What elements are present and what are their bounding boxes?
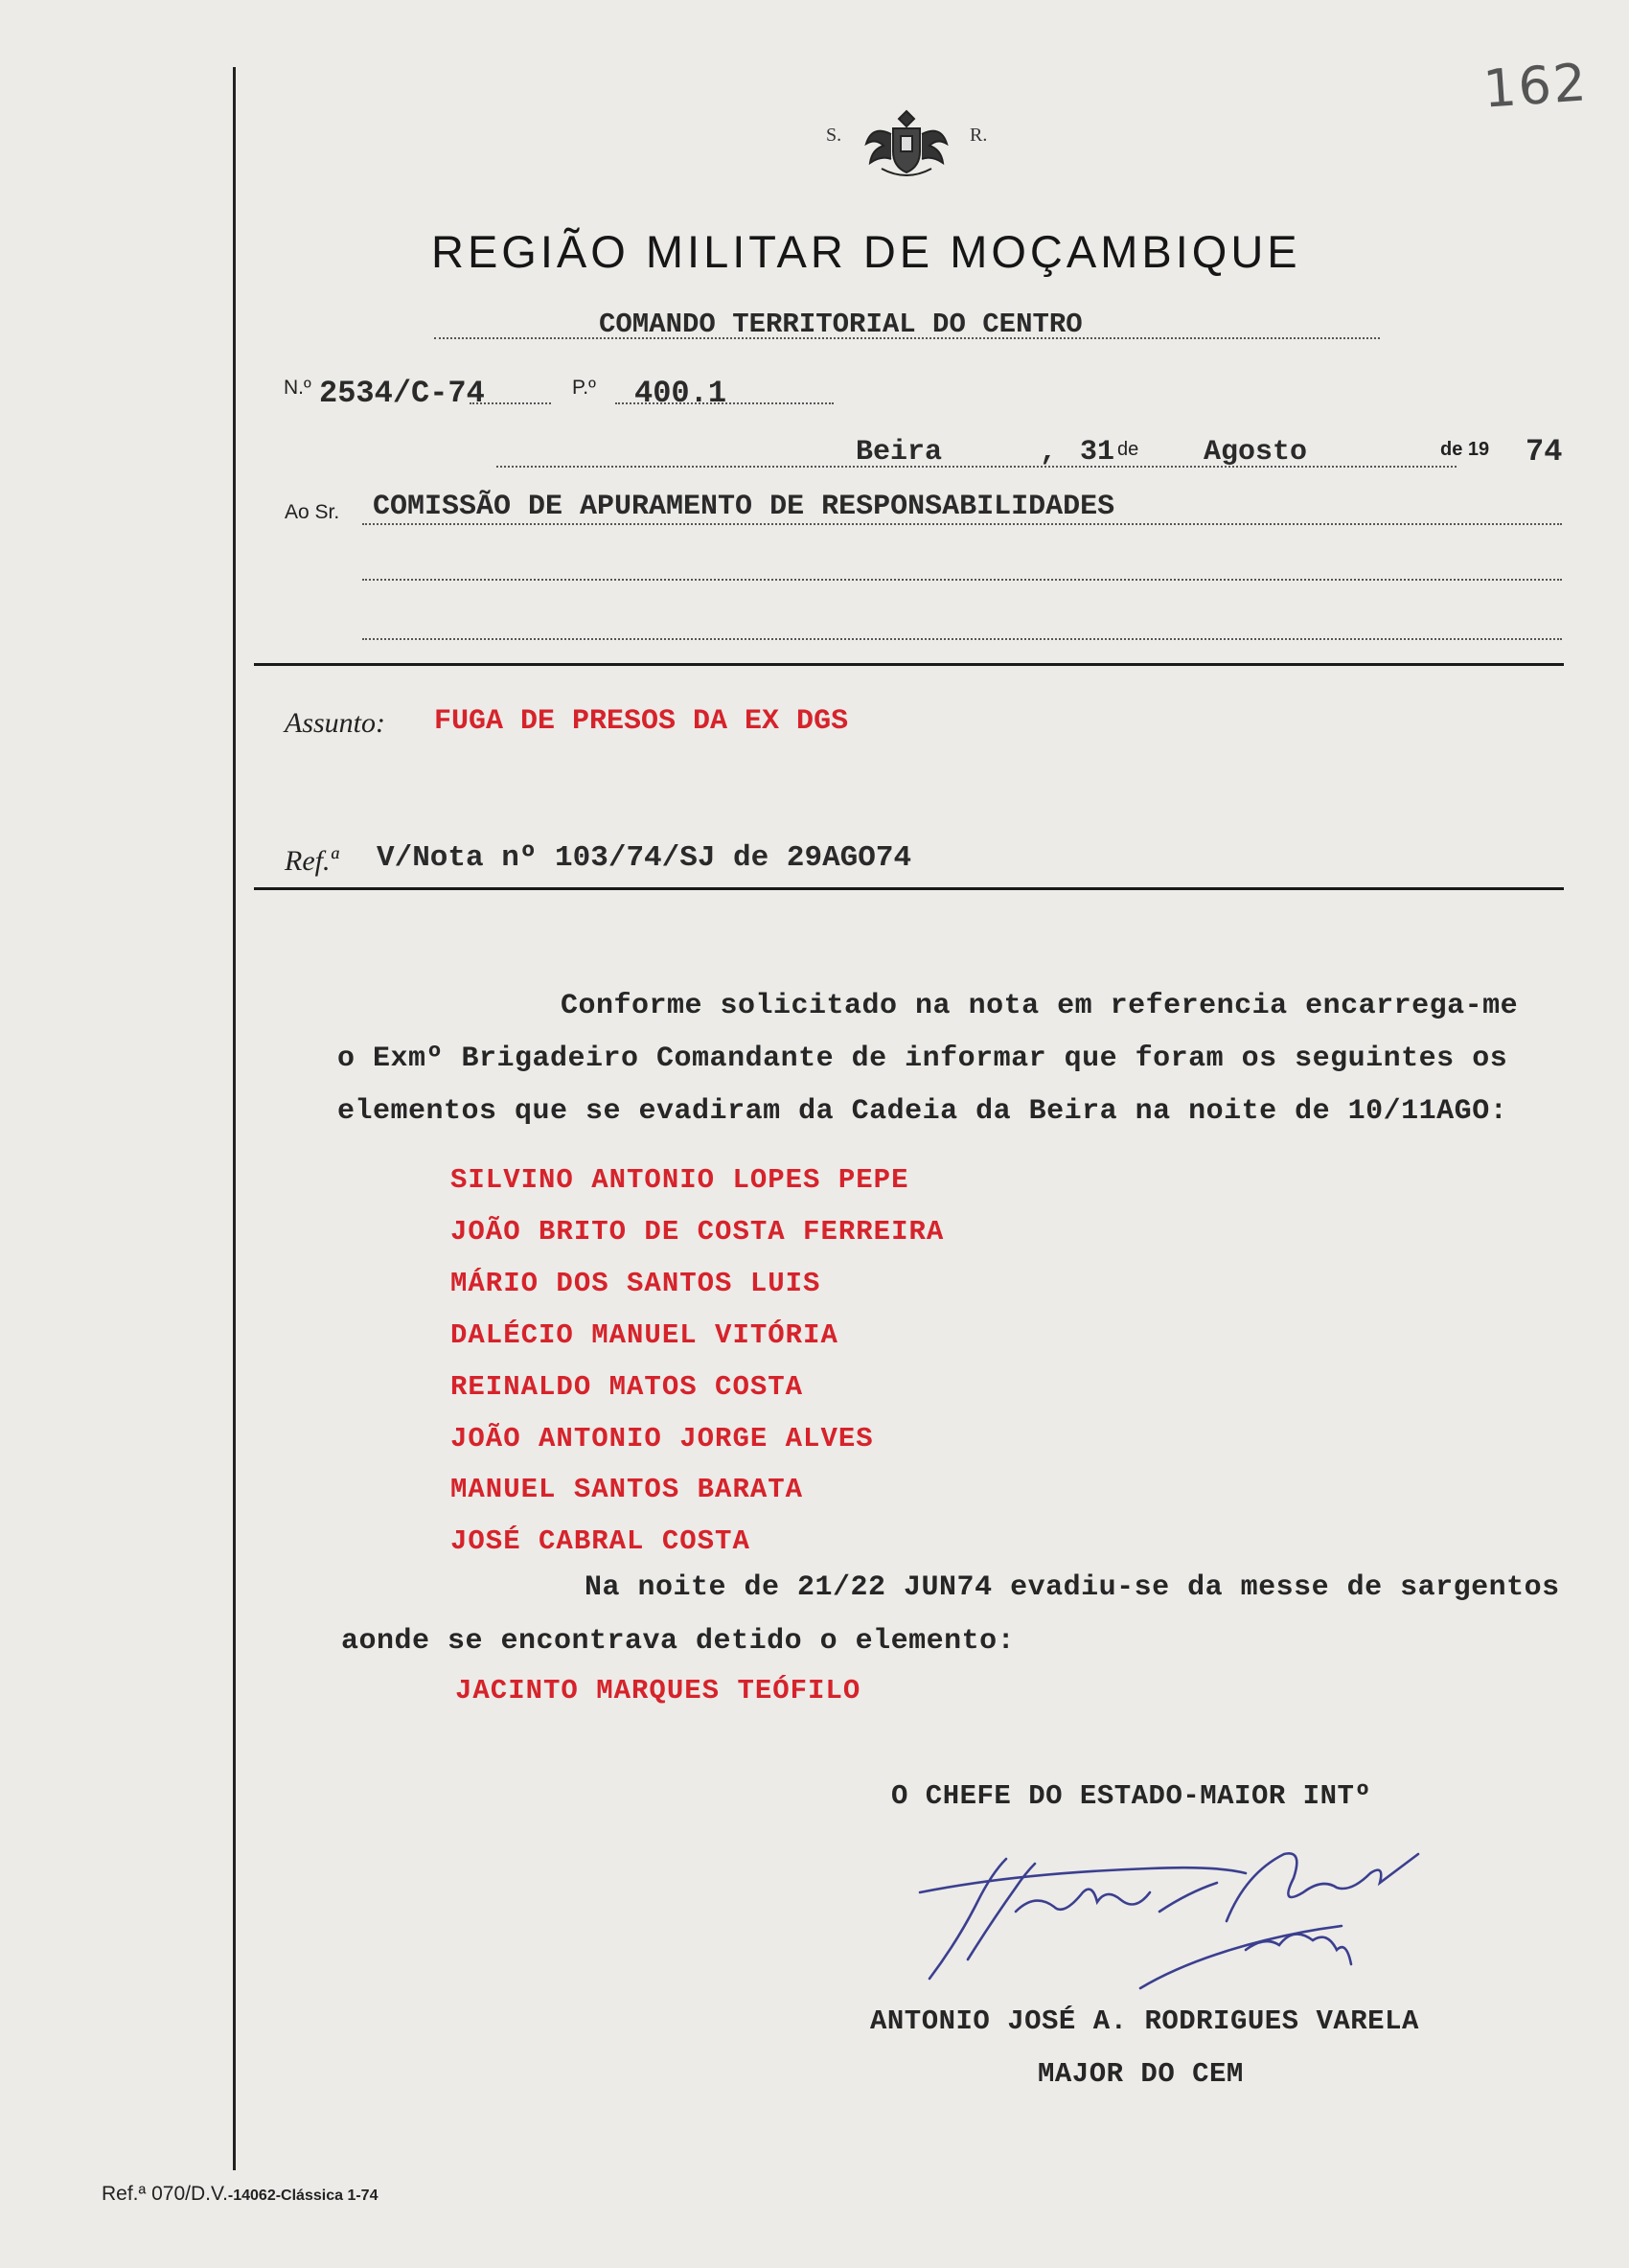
footer-suffix: -14062-Clássica 1-74 [227, 2188, 379, 2204]
process-dotted-line [615, 402, 834, 404]
date-day: 31 [1080, 436, 1115, 469]
number-label: N.º [284, 377, 311, 399]
recipient-label: Ao Sr. [285, 501, 340, 523]
emblem-letter-left: S. [826, 125, 842, 146]
escapee-name: JOÃO BRITO DE COSTA FERREIRA [450, 1216, 945, 1248]
command-name: COMANDO TERRITORIAL DO CENTRO [599, 309, 1083, 340]
body-line-1: Conforme solicitado na nota em referencia encarrega-me [561, 990, 1519, 1022]
date-year: 74 [1526, 434, 1563, 470]
escapee-name: MANUEL SANTOS BARATA [450, 1474, 804, 1505]
archive-number: 162 [1480, 52, 1591, 120]
date-month: Agosto [1204, 436, 1308, 469]
document-title: REGIÃO MILITAR DE MOÇAMBIQUE [431, 226, 1301, 277]
recipient-dotted-line-3 [362, 638, 1562, 640]
body-line-4: Na noite de 21/22 JUN74 evadiu-se da messe de sargentos [585, 1571, 1560, 1604]
recipient-dotted-line [362, 523, 1562, 525]
process-value: 400.1 [634, 376, 727, 411]
reference-rule [254, 887, 1564, 890]
subject-value: FUGA DE PRESOS DA EX DGS [434, 705, 849, 738]
date-place: Beira [856, 436, 943, 469]
signatory-rank: MAJOR DO CEM [1038, 2058, 1244, 2090]
footer-text: Ref.ª 070/D.V. [102, 2183, 228, 2205]
handwritten-signature [901, 1835, 1495, 1998]
emblem-letter-right: R. [970, 125, 988, 146]
recipient-value: COMISSÃO DE APURAMENTO DE RESPONSABILIDADES [373, 491, 1115, 523]
number-dotted-line [470, 402, 551, 404]
left-margin-line [233, 67, 236, 2170]
reference-value: V/Nota nº 103/74/SJ de 29AGO74 [377, 841, 912, 875]
body-line-3: elementos que se evadiram da Cadeia da Beira na noite de 10/11AGO: [337, 1095, 1508, 1128]
header-rule [254, 663, 1564, 666]
escapee-name: SILVINO ANTONIO LOPES PEPE [450, 1164, 909, 1196]
escapee-name-2: JACINTO MARQUES TEÓFILO [455, 1675, 861, 1707]
date-year-prefix: de 19 [1440, 439, 1490, 460]
body-line-2: o Exmº Brigadeiro Comandante de informar que foram os seguintes os [337, 1042, 1508, 1075]
subject-label: Assunto: [285, 707, 385, 739]
form-reference-footer [102, 2183, 378, 2206]
coat-of-arms-icon [862, 105, 951, 178]
escapee-name: MÁRIO DOS SANTOS LUIS [450, 1268, 821, 1299]
escapee-name: REINALDO MATOS COSTA [450, 1371, 804, 1403]
reference-label: Ref.ª [285, 845, 338, 877]
signatory-name: ANTONIO JOSÉ A. RODRIGUES VARELA [870, 2005, 1419, 2037]
recipient-dotted-line-2 [362, 579, 1562, 581]
process-label: P.º [572, 377, 596, 399]
escapee-name: DALÉCIO MANUEL VITÓRIA [450, 1319, 838, 1351]
number-value: 2534/C-74 [319, 376, 485, 411]
signatory-role: O CHEFE DO ESTADO-MAIOR INTº [891, 1780, 1372, 1812]
escapee-name: JOÃO ANTONIO JORGE ALVES [450, 1423, 874, 1455]
body-line-5: aonde se encontrava detido o elemento: [341, 1625, 1016, 1658]
date-de-label: de [1117, 439, 1139, 460]
escapee-name: JOSÉ CABRAL COSTA [450, 1525, 750, 1557]
date-dotted-line [496, 466, 1457, 468]
